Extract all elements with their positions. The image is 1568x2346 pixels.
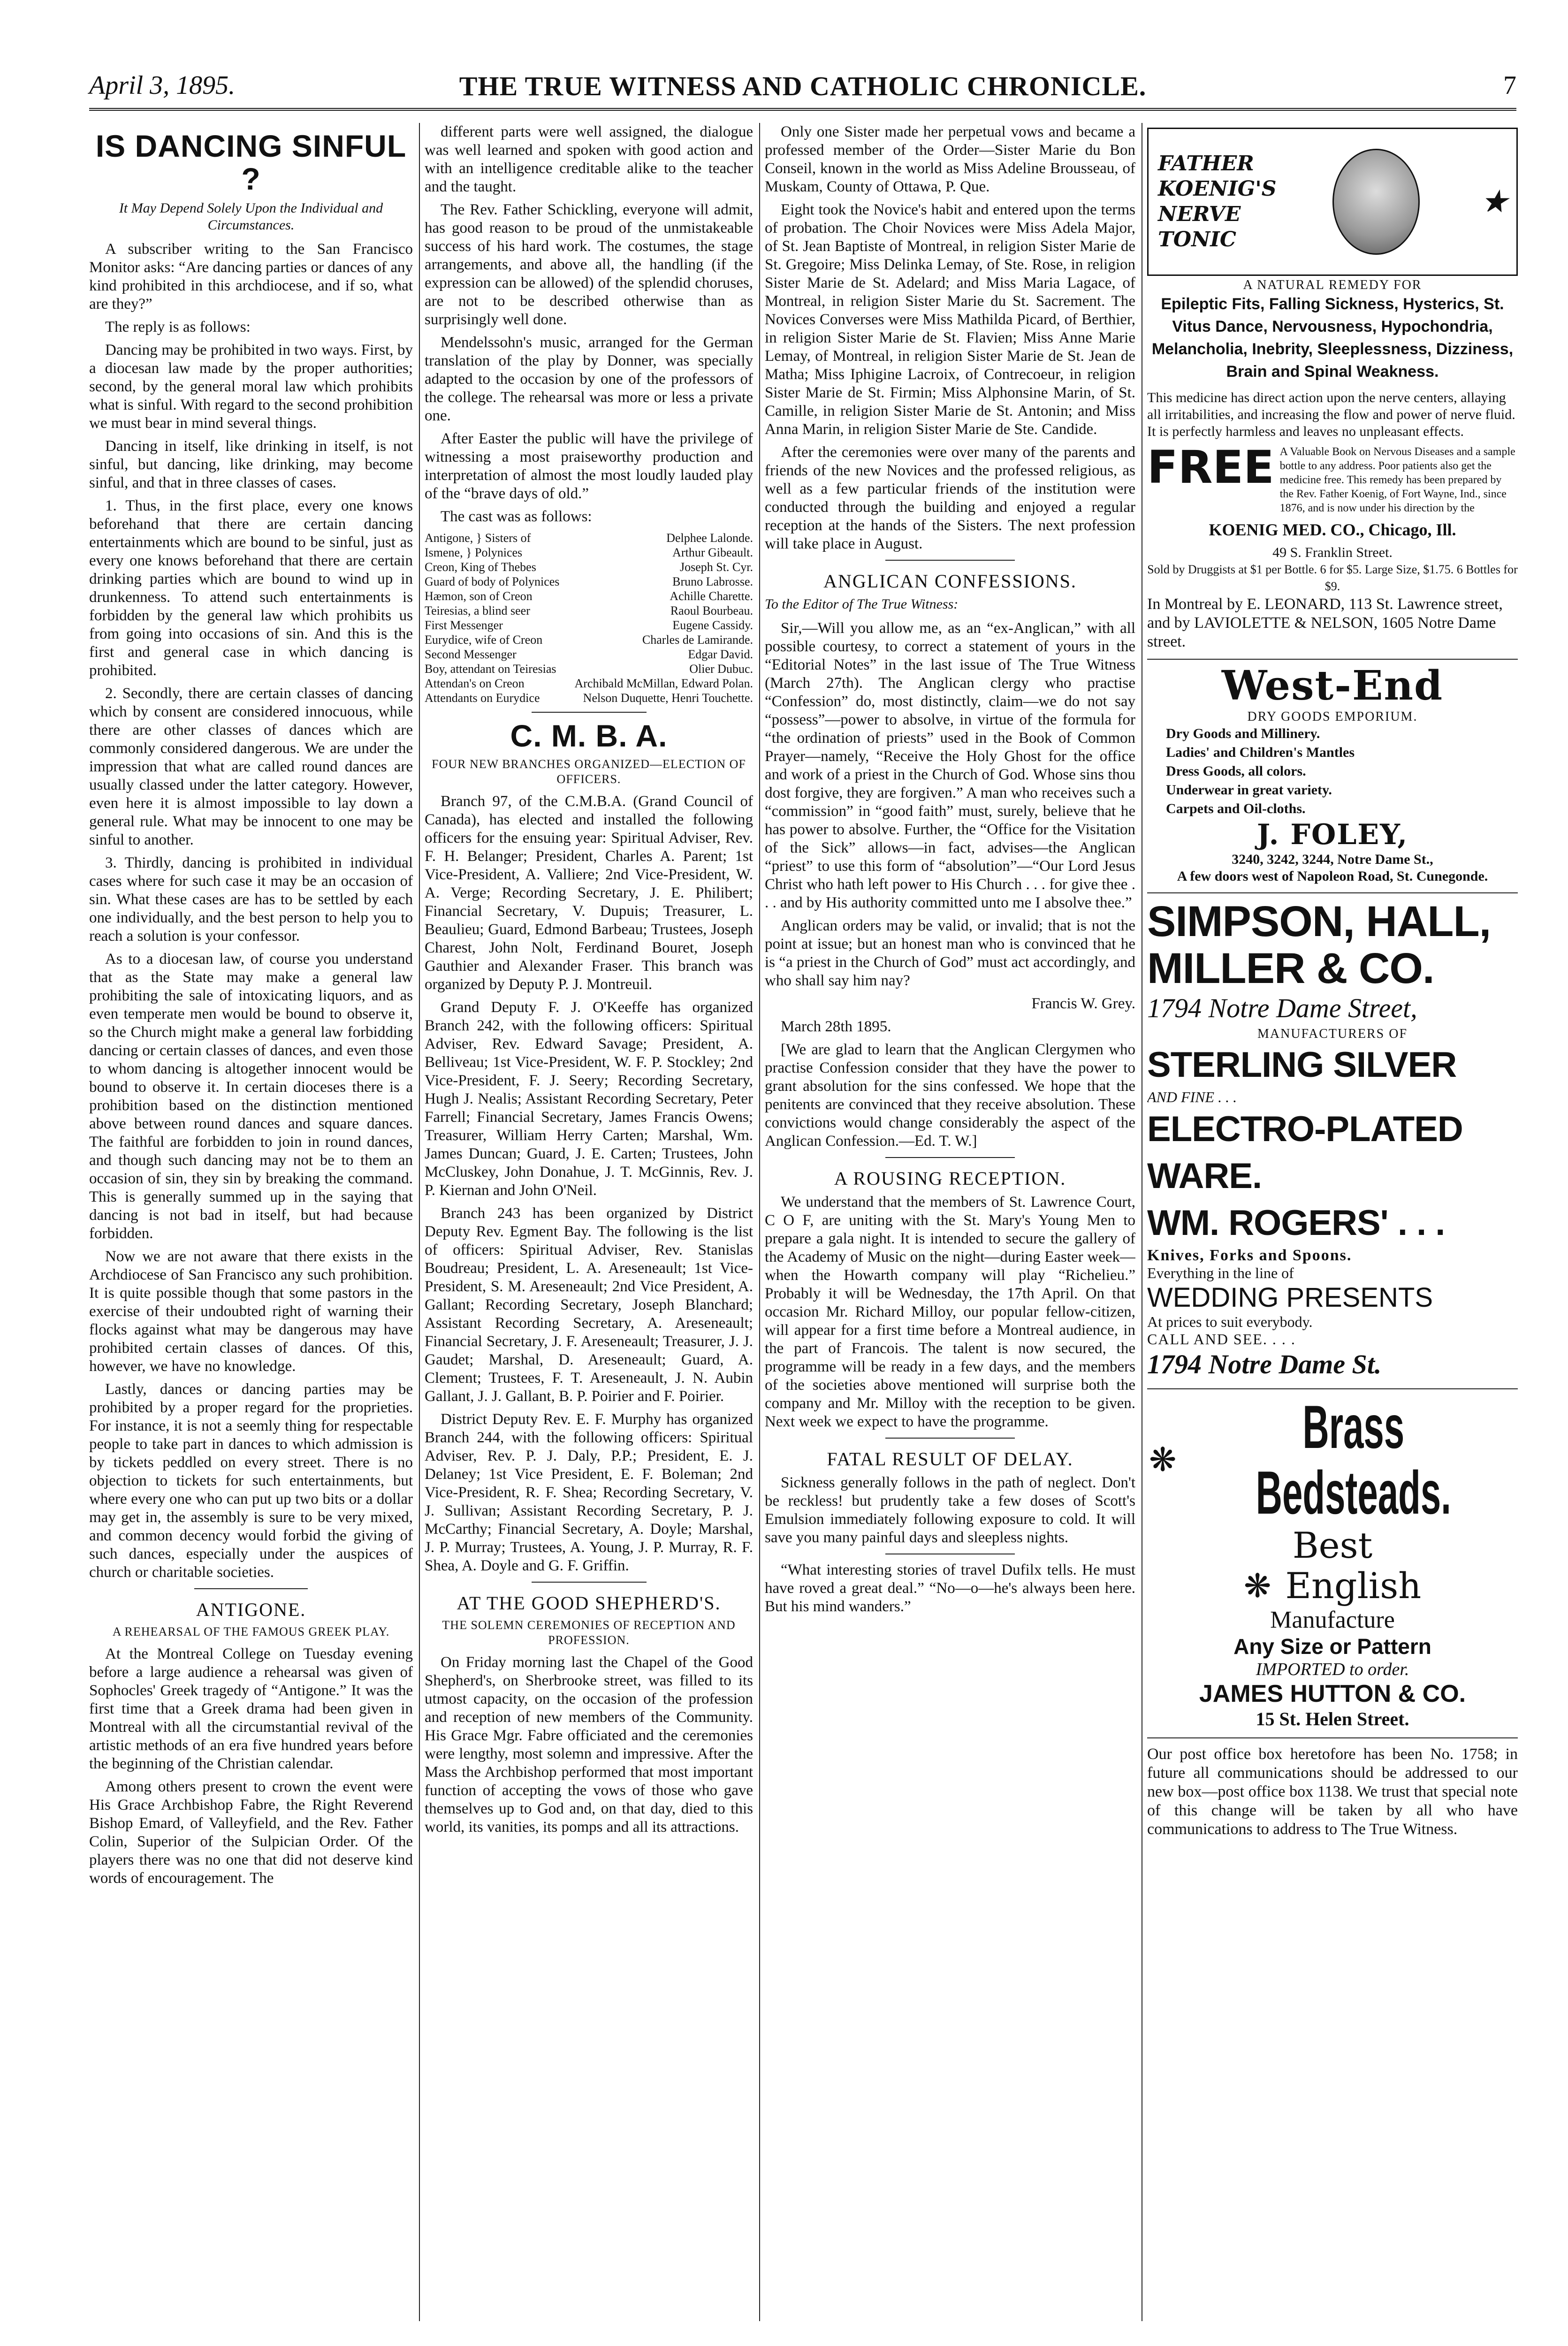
manufacture-word: Manufacture <box>1270 1607 1395 1633</box>
simpson-mfr: MANUFACTURERS OF <box>1257 1027 1408 1041</box>
simpson-andfine: AND FINE . . . <box>1147 1089 1237 1105</box>
paragraph: 3. Thirdly, dancing is prohibited in individual cases where for such case it may be an occasion of sin. What these cases are has to be settled by each one individually, and the best person to help you to reach a solution is your confessor. <box>89 854 413 944</box>
westend-title: West-End <box>1221 662 1444 709</box>
cast-role: Hæmon, son of Creon <box>425 589 533 603</box>
paragraph: 1. Thus, in the first place, every one knows beforehand that there are certain dancing entertainments which are bound to be sinful, just as every one knows beforehand that there are certain drinking parties which are bound to wind up in drunkenness. To attend such entertainments is forbidden by the general law which prohibits us from going into occasions of sin. And this is the first and general case in which dancing is prohibited. <box>89 497 413 679</box>
article-title-dancing: IS DANCING SINFUL ? <box>95 129 407 196</box>
paragraph: At the Montreal College on Tuesday evening before a large audience a rehearsal was given of Sophocles' Greek tragedy of “Antigone.” It was the first time that a Greek drama had been given in Montreal with all the circumstantial revival of the artistic methods of an era five hundred years before the beginning of the Christian calendar. <box>89 1645 413 1772</box>
cast-actor: Bruno Labrosse. <box>672 575 753 588</box>
ad-line: Ladies' and Children's Mantles <box>1166 745 1355 760</box>
cast-role: Attendan's on Creon <box>425 677 525 690</box>
article-subtitle-shepherd: THE SOLEMN CEREMONIES OF RECEPTION AND PROFESSION. <box>442 1618 736 1647</box>
ornament-icon: ❋ <box>1149 1442 1177 1478</box>
paragraph: District Deputy Rev. E. F. Murphy has organized Branch 244, with the following officers: Spiritual Adviser, Rev. P. J. Daly, P.P.; President, E. J. Delaney; 1st Vice President, E. F. Boleman; 2nd Vice-President, R. F. Shea; Recording Secretary, V. J. Sullivan; Assistant Recording Secretary, P. J. McCarthy; Financial Secretary, A. Doyle; Marshal, J. P. Murray; Trustees, A. Young, J. P. Murray, R. F. Shea, A. Doyle and G. F. Griffin. <box>425 1411 753 1574</box>
article-body-antigone-cont <box>425 123 753 526</box>
article-body-dancing <box>89 240 413 1582</box>
cast-actor: Eugene Cassidy. <box>672 618 753 632</box>
paragraph: A subscriber writing to the San Francisco Monitor asks: “Are dancing parties or dances of any kind prohibited in this archdiocese, and if so, what are they?” <box>89 241 413 312</box>
cast-row <box>425 662 753 676</box>
paragraph: Mendelssohn's music, arranged for the German translation of the play by Donner, was specially adapted to the occasion by one of the professors of the college. The rehearsal was more or less a private one. <box>425 334 753 424</box>
article-subtitle-dancing: It May Depend Solely Upon the Individual and Circumstances. <box>119 200 383 233</box>
paragraph: Eight took the Novice's habit and entered upon the terms of probation. The Choir Novices were Miss Adela Major, of St. Jean Baptiste of Montreal, in religion Sister Marie de St. Gregoire; Miss Delinka Lemay, of Ste. Rose, in religion Sister Marie de St. Adelard; and Miss Maria Lagace, of Montreal, in religion Sister Marie du St. Sacrement. The Novices Converses were Miss Mathilda Picard, of Berthier, in religion Sister Marie de St. Flavien; Miss Anne Marie Lemay, of Montreal, in religion Sister Marie de St. Jean de Matha; Miss Iphigine Lacroix, of Contrecoeur, in religion Sister Marie de St. Firmin; Miss Alphonsine Marin, of St. Camille, in religion Sister Marie de St. Antonin; and Miss Anna Marin, in religion Sister Marie de Ste. Candide. <box>765 201 1135 438</box>
koenig-logo <box>1147 128 1518 276</box>
westend-sub: DRY GOODS EMPORIUM. <box>1247 709 1418 724</box>
column-2 <box>425 123 753 2321</box>
cast-row <box>425 618 753 632</box>
simpson-street: 1794 Notre Dame Street, <box>1147 993 1417 1023</box>
cast-row <box>425 574 753 589</box>
article-title-antigone: ANTIGONE. <box>196 1599 306 1620</box>
cast-actor: Edgar David. <box>688 647 753 661</box>
cast-row <box>425 632 753 647</box>
simpson-call: CALL AND SEE. . . . <box>1147 1331 1296 1348</box>
koenig-company: KOENIG MED. CO., Chicago, Ill. <box>1209 520 1456 539</box>
simpson-street2: 1794 Notre Dame St. <box>1147 1349 1382 1379</box>
page-number: 7 <box>1503 71 1516 100</box>
simpson-prices: At prices to suit everybody. <box>1147 1313 1313 1330</box>
masthead-title: THE TRUE WITNESS AND CATHOLIC CHRONICLE. <box>459 71 1147 101</box>
cast-role: Teiresias, a blind seer <box>425 604 530 617</box>
column-1 <box>89 123 413 2321</box>
ad-koenig <box>1147 123 1518 660</box>
paragraph: The cast was as follows: <box>441 508 592 525</box>
cast-actor: Delphee Lalonde. <box>666 531 753 545</box>
cast-actor: Nelson Duquette, Henri Touchette. <box>583 691 753 705</box>
separator <box>885 560 1015 561</box>
paragraph: 2. Secondly, there are certain classes of dancing which by consent are considered innocuous, while there are other classes of dances which are commonly considered dangerous. We are under the impression that what are called round dances are usually classed under the latter category. However, even here it is almost impossible to lay down a general rule. What may be innocent to one may be sinful to another. <box>89 685 413 848</box>
ad-line: Dry Goods and Millinery. <box>1166 726 1320 741</box>
cast-role: Ismene, } Polynices <box>425 546 523 559</box>
english-word: English <box>1285 1565 1422 1607</box>
ad-line: Carpets and Oil-cloths. <box>1166 801 1306 816</box>
cast-row <box>425 603 753 618</box>
separator <box>532 1582 647 1583</box>
cast-actor: Olier Dubuc. <box>689 662 753 676</box>
simpson-sterling: STERLING SILVER <box>1147 1045 1457 1085</box>
cast-role: Guard of body of Polynices <box>425 575 560 588</box>
paragraph: Grand Deputy F. J. O'Keeffe has organized Branch 242, with the following officers: Spiritual Adviser, Rev. Edward Savage; President, A. Belliveau; 1st Vice-President, W. F. P. Stockley; 2nd Vice-President, F. J. Seery; Recording Secretary, Hugh J. Nealis; Assistant Recording Secretary, Peter Farrell; Financial Secretary, James Francis Owens; Treasurer, William Herry Carten; Marshal, Wm. James Duncan; Guard, J. E. Carten; Trustees, John McCluskey, John Donahue, J. T. McGinnis, Rev. J. P. Kiernan and John O'Neil. <box>425 999 753 1199</box>
paragraph: We understand that the members of St. Lawrence Court, C O F, are uniting with the St. Mary's Young Men to prepare a gala night. It is intended to secure the gallery of the Academy of Music on the night—during Easter week—when the Howarth company will play “Richelieu.” Probably it will be Wednesday, the 17th April. On that occasion Mr. Richard Milloy, our popular fellow-citizen, will appear for a first time before a Montreal audience, in the part of Francois. The talent is now secured, the programme will be ready in a few days, and the members of the societies above mentioned will surprise both the company and Mr. Milloy with the reception to be given. Next week we expect to have the programme. <box>765 1194 1135 1430</box>
ad-westend <box>1147 660 1518 893</box>
cast-row <box>425 676 753 691</box>
koenig-logo-text: FATHER KOENIG'S NERVE TONIC <box>1158 152 1277 251</box>
cast-row <box>425 647 753 662</box>
separator <box>532 712 647 713</box>
cast-row <box>425 531 753 545</box>
westend-owner: J. FOLEY, <box>1256 818 1408 851</box>
paragraph: Anglican orders may be valid, or invalid; that is not the point at issue; but an honest man who is convinced that he is “a priest in the Church of God” must act accordingly, and who shall say him nay? <box>765 917 1135 989</box>
cast-role: Attendants on Eurydice <box>425 691 540 705</box>
english-row <box>1147 1566 1518 1606</box>
koenig-free <box>1147 441 1518 515</box>
simpson-name2: MILLER & CO. <box>1147 944 1434 992</box>
koenig-address: 49 S. Franklin Street. <box>1272 545 1393 560</box>
best-word: Best <box>1292 1524 1373 1566</box>
simpson-name1: SIMPSON, HALL, <box>1147 898 1491 945</box>
paragraph: Sickness generally follows in the path of neglect. Don't be reckless! but prudently take a few doses of Scott's Emulsion immediately following exposure to cold. It will save you many painful days and sleepless nights. <box>765 1474 1135 1546</box>
separator <box>885 1157 1015 1158</box>
column-rule <box>419 123 420 2321</box>
koenig-tagline: A NATURAL REMEDY FOR <box>1243 278 1422 292</box>
article-subtitle-cmba: FOUR NEW BRANCHES ORGANIZED—ELECTION OF OFFICERS. <box>432 757 746 786</box>
cast-role: Eurydice, wife of Creon <box>425 633 543 647</box>
simpson-everything: Everything in the line of <box>1147 1264 1294 1281</box>
koenig-agent: In Montreal by E. LEONARD, 113 St. Lawrence street, and by LAVIOLETTE & NELSON, 1605 Notre Dame street. <box>1147 595 1503 650</box>
column-3 <box>765 123 1135 2321</box>
bedsteads-word: Bedsteads. <box>1256 1458 1451 1527</box>
editor-note: [We are glad to learn that the Anglican Clergymen who practise Confession consider that they have the power to grant absolution for the sins confessed. We hope that the penitents are convinced that they receive absolution. These convictions would change considerably the aspect of the Anglican Confession.—Ed. T. W.] <box>765 1041 1135 1150</box>
simpson-wedding: WEDDING PRESENTS <box>1147 1282 1433 1313</box>
article-body-antigone <box>89 1645 413 1888</box>
tonic-word: ★ <box>1482 185 1507 218</box>
westend-near: A few doors west of Napoleon Road, St. Cunegonde. <box>1177 868 1488 884</box>
paragraph: On Friday morning last the Chapel of the Good Shepherd's, on Sherbrooke street, was filled to its utmost capacity, on the occasion of the profession and reception of new members of the Community. His Grace Mgr. Fabre officiated and the ceremonies were lengthy, most solemn and impressive. After the Mass the Archbishop performed that most important function of accepting the vows of those who gave themselves up to God and, on that day, died to this world, its vanities, its pomps and all its attractions. <box>425 1654 753 1836</box>
header-date: April 3, 1895. <box>89 71 236 100</box>
paragraph: The Rev. Father Schickling, everyone will admit, has good reason to be proud of the unmistakeable success of his hard work. The costumes, the stage arrangements, and above all, the handling (if the expression can be allowed) of the splendid choruses, are not to be described otherwise than as surprisingly well done. <box>425 201 753 328</box>
paragraph: Branch 97, of the C.M.B.A. (Grand Council of Canada), has elected and installed the following officers for the ensuing year: Spiritual Adviser, Rev. F. H. Belanger; President, Charles A. Parent; 1st Vice-President, A. Valliere; 2nd Vice-President, W. A. Verge; Recording Secretary, J. E. Philibert; Financial Secretary, V. Dupuis; Treasurer, L. Beaulieu; Guard, Edmond Barbeau; Trustees, Joseph Charest, John Nolt, Ferdinand Bouret, Joseph Gauthier and Alexander Fraser. This branch was organized by Deputy P. J. Montreuil. <box>425 793 753 993</box>
ad-brass <box>1147 1389 1518 1738</box>
ad-simpson <box>1147 893 1518 1389</box>
paragraph: As to a diocesan law, of course you understand that as the State may make a general law prohibiting the sale of intoxicating liquors, and as even temperate men would be bound to observe it, so the Church might make a general law forbidding dancing or certain classes of dances, and even those to whom dancing is altogether innocent would be bound to observe it. In certain dioceses there is a prohibition based on the distinction mentioned above between round dances and square dances. The faithful are forbidden to join in round dances, and though such dancing may not be to them an occasion of sin, they sin by breaking the command. This is generally summed up in the saying that dancing is not bad in itself, but had because forbidden. <box>89 951 413 1242</box>
cast-actor: Archibald McMillan, Edward Polan. <box>574 677 753 690</box>
cast-actor: Joseph St. Cyr. <box>679 560 753 574</box>
cast-role: Creon, King of Thebes <box>425 560 536 574</box>
article-body-cmba <box>425 792 753 1575</box>
koenig-desc: This medicine has direct action upon the nerve centers, allaying all irritabilities, and increasing the flow and power of nerve fluid. It is perfectly harmless and leaves no unpleasant effects. <box>1147 390 1515 439</box>
cast-actor: Arthur Gibeault. <box>672 546 753 559</box>
paragraph: After Easter the public will have the privilege of witnessing a most praiseworthy production and interpretation of almost the most loudly lauded play of the “brave days of old.” <box>425 430 753 502</box>
column-4-ads <box>1147 123 1518 2321</box>
article-title-shepherd: AT THE GOOD SHEPHERD'S. <box>457 1592 721 1614</box>
letter-signature: Francis W. Grey. <box>1031 995 1135 1012</box>
cast-row <box>425 589 753 603</box>
paragraph: different parts were well assigned, the dialogue was well learned and spoken with good action and with an intelligence creditable alike to the teacher and the taught. <box>425 123 753 195</box>
paragraph: Dancing may be prohibited in two ways. First, by a diocesan law made by the proper authorities; second, by the general moral law which prohibits what is sinful. With regard to the second prohibition we must bear in mind several things. <box>89 342 413 432</box>
article-body-reception <box>765 1193 1135 1431</box>
portrait-image <box>1332 149 1420 255</box>
paragraph: After the ceremonies were over many of the parents and friends of the new Novices and the professed religious, as well as a few particular friends of the institution were conducted through the building and enjoyed a regular reception at the hands of the Sisters. The next profession will take place in August. <box>765 444 1135 552</box>
size-pattern: Any Size or Pattern <box>1233 1634 1431 1659</box>
ad-line: Dress Goods, all colors. <box>1166 763 1306 779</box>
simpson-rogers: WM. ROGERS' . . . <box>1147 1203 1445 1243</box>
koenig-ailments: Epileptic Fits, Falling Sickness, Hysterics, St. Vitus Dance, Nervousness, Hypochondria, Melancholia, Inebrity, Sleeplessness, Dizziness, Brain and Spinal Weakness. <box>1151 295 1514 381</box>
letter-salutation: To the Editor of The True Witness: <box>765 596 959 612</box>
cast-actor: Charles de Lamirande. <box>642 633 753 647</box>
letter-date: March 28th 1895. <box>781 1018 891 1035</box>
article-title-fatal: FATAL RESULT OF DELAY. <box>827 1448 1073 1470</box>
westend-address: 3240, 3242, 3244, Notre Dame St., <box>1232 852 1433 867</box>
separator <box>885 1438 1015 1439</box>
cast-actor: Raoul Bourbeau. <box>670 604 753 617</box>
paragraph: Lastly, dances or dancing parties may be prohibited by a proper regard for the proprieties. For instance, it is not a seemly thing for respectable people to take part in dances to which admission is by tickets peddled on every street. There is no objection to tickets for such entertainments, but where every one who can put up two bits or a dollar may get in, the assembly is sure to be very mixed, and common decency would forbid the giving of such dances, especially under the auspices of church or charitable societies. <box>89 1381 413 1581</box>
paragraph: Branch 243 has been organized by District Deputy Rev. Egment Bay. The following is the list of officers: Spiritual Adviser, Rev. Stanislas Boudreau; President, L. A. Areseneault; 1st Vice-President, S. M. Areseneault; 2nd Vice President, A. Gallant; Recording Secretary, Joseph Blanchard; Assistant Recording Secretary, A. Areseneault; Financial Secretary, J. F. Areseneault; Treasurer, J. J. Gaudet; Marshal, D. Areseneault; Guard, A. Clement; Trustees, F. T. Areseneault, J. N. Aubin Gallant, J. J. Gallant, B. P. Poirier and F. Poirier. <box>425 1205 753 1405</box>
column-rule <box>759 123 760 2321</box>
cast-list <box>425 531 753 705</box>
hutton-name: JAMES HUTTON & CO. <box>1199 1680 1466 1707</box>
article-body-fatal <box>765 1474 1135 1547</box>
article-title-cmba: C. M. B. A. <box>510 718 668 753</box>
simpson-knives: Knives, Forks and Spoons. <box>1147 1247 1352 1264</box>
cast-role: Antigone, } Sisters of <box>425 531 531 545</box>
cast-actor: Achille Charette. <box>670 589 753 603</box>
cast-role: Boy, attendant on Teiresias <box>425 662 556 676</box>
westend-lines <box>1147 724 1518 818</box>
cast-row <box>425 545 753 560</box>
article-body-anglican <box>765 619 1135 990</box>
cast-row <box>425 560 753 574</box>
helen-street: 15 St. Helen Street. <box>1256 1708 1409 1729</box>
article-body-shepherd-cont <box>765 123 1135 553</box>
ad-line: Underwear in great variety. <box>1166 782 1332 798</box>
paragraph: Only one Sister made her perpetual vows and became a professed member of the Order—Sister Marie du Bon Conseil, known in the world as Miss Adeline Brousseau, of Muskam, County of Ottawa, P. Que. <box>765 123 1135 195</box>
article-subtitle-antigone: A REHEARSAL OF THE FAMOUS GREEK PLAY. <box>112 1625 390 1638</box>
brass-word: Brass <box>1302 1393 1404 1461</box>
paragraph: Among others present to crown the event were His Grace Archbishop Fabre, the Right Reverend Bishop Emard, of Valleyfield, and the Rev. Father Colin, Superior of the Sulpician Order. Of the players there was no one that did not deserve kind words of encouragement. The <box>89 1778 413 1887</box>
cast-role: First Messenger <box>425 618 503 632</box>
post-office-notice: Our post office box heretofore has been No. 1758; in future all communications should be addressed to our new box—post office box 1138. We trust that special note of this change will be taken by all who have communications to address to The True Witness. <box>1147 1745 1518 1838</box>
paragraph: Now we are not aware that there exists in the Archdiocese of San Francisco any such prohibition. It is quite possible though that some pastors in the exercise of their undoubted right of warning their flocks against what may be dangerous may have prohibited certain classes of dances. Of this, however, we have no knowledge. <box>89 1248 413 1375</box>
free-word: FREE <box>1147 441 1274 494</box>
paragraph: Sir,—Will you allow me, as an “ex-Anglican,” with all possible courtesy, to correct a statement of yours in the “Editorial Notes” in the last issue of The True Witness (March 27th). The Anglican clergy who practise “Confession” do, most distinctly, claim—we do not say “possess”—power to absolve, in virtue of the formula for “the ordination of priests” used in the Book of Common Prayer—namely, “Receive the Holy Ghost for the office and work of a priest in the Church of God. Whose sins thou dost forgive, they are forgiven.” A man who receives such a “commission” in “good faith” must, surely, believe that he has power to absolve. Further, the “Office for the Visitation of the Sick” allows—in fact, advises—the Anglican “priest” to use this form of “absolution”—“Our Lord Jesus Christ who hath left power to His Church . . . for give thee . . . and by His authority committed unto me I absolve thee.” <box>765 620 1135 911</box>
cast-row <box>425 691 753 705</box>
cast-role: Second Messenger <box>425 647 517 661</box>
article-title-anglican: ANGLICAN CONFESSIONS. <box>823 571 1077 592</box>
paragraph: Dancing in itself, like drinking in itself, is not sinful, but dancing, like drinking, may become sinful, and that in three classes of cases. <box>89 438 413 491</box>
joke-paragraph: “What interesting stories of travel Dufilx tells. He must have roved a great deal.” “No—o—he's always been here. But his mind wanders.” <box>765 1561 1135 1615</box>
free-text: A Valuable Book on Nervous Diseases and a sample bottle to any address. Poor patients also get the medicine free. This remedy has been prepared by the Rev. Father Koenig, of Fort Wayne, Ind., since 1876, and is now under his direction by the <box>1279 446 1515 514</box>
brass-row <box>1147 1394 1518 1525</box>
imported: IMPORTED to order. <box>1256 1660 1409 1679</box>
koenig-price: Sold by Druggists at $1 per Bottle. 6 for $5. Large Size, $1.75. 6 Bottles for $9. <box>1147 563 1518 593</box>
simpson-electro: ELECTRO-PLATED WARE. <box>1147 1109 1463 1196</box>
article-title-reception: A ROUSING RECEPTION. <box>834 1168 1066 1189</box>
ornament-icon: ❋ <box>1243 1568 1271 1605</box>
page-header <box>89 70 1516 111</box>
separator <box>194 1588 308 1589</box>
article-body-shepherd <box>425 1653 753 1836</box>
paragraph: The reply is as follows: <box>105 319 251 335</box>
